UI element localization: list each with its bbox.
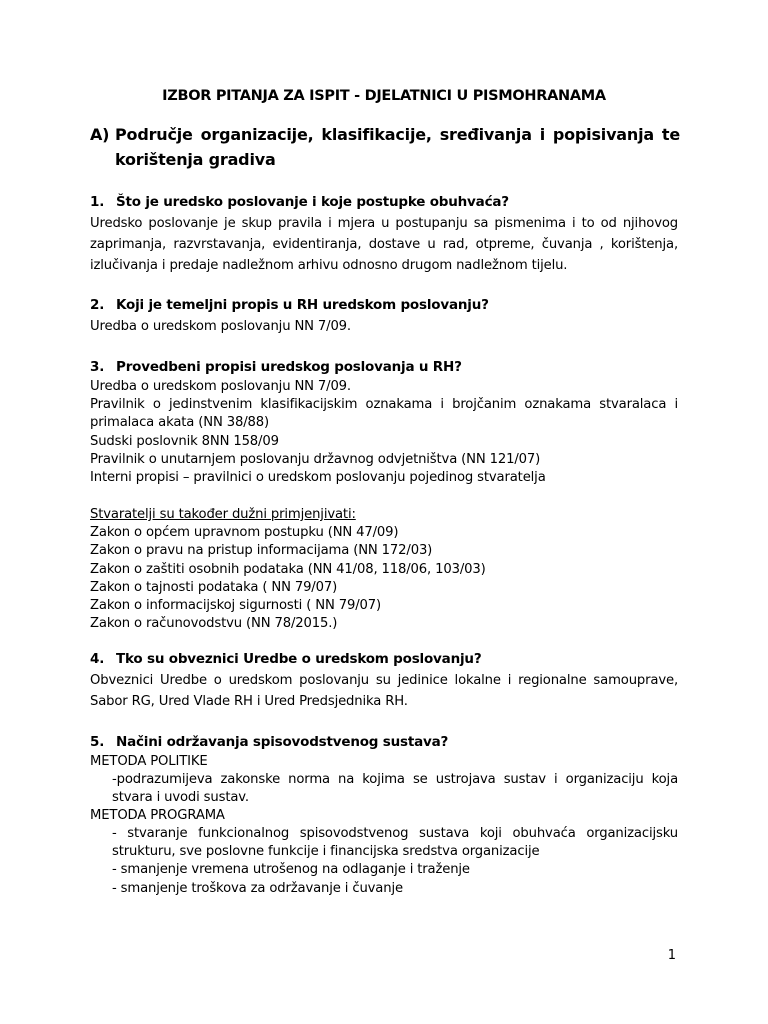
answer-paragraph: Obveznici Uredbe o uredskom poslovanju su jedinice lokalne i regionalne samouprave, Sabor RG, Ured Vlade RH i Ured Predsjednika RH. [90, 673, 678, 709]
document-title: IZBOR PITANJA ZA ISPIT - DJELATNICI U PISMOHRANAMA [162, 88, 606, 104]
question-heading [90, 297, 489, 313]
list-item: Pravilnik o jedinstvenim klasifikacijskim oznakama i brojčanim oznakama stvaralaca i primalaca akata (NN 38/88) [90, 397, 678, 431]
list-item: Zakon o informacijskoj sigurnosti ( NN 79/07) [90, 598, 381, 614]
question-text: Koji je temeljni propis u RH uredskom poslovanju? [116, 297, 489, 313]
list-item: Pravilnik o unutarnjem poslovanju državnog odvjetništva (NN 121/07) [90, 451, 541, 467]
question-number: 1. [90, 194, 105, 210]
method-heading [90, 753, 678, 771]
question-number: 2. [90, 297, 105, 313]
method-politike-text: -podrazumijeva zakonske norma na kojima se ustrojava sustav i organizaciju koja stvara i uvodi sustav. [112, 772, 678, 806]
list-item: - smanjenje troškova za održavanje i čuvanje [112, 880, 403, 896]
question-number: 5. [90, 734, 105, 750]
question-text: Tko su obveznici Uredbe o uredskom poslovanju? [116, 651, 482, 667]
question-number: 4. [90, 651, 105, 667]
method-programa-label: METODA PROGRAMA [90, 808, 225, 823]
question-heading [90, 651, 481, 667]
list-item: Interni propisi – pravilnici o uredskom poslovanju pojedinog stvaratelja [90, 470, 546, 486]
list-item: Zakon o tajnosti podataka ( NN 79/07) [90, 579, 338, 595]
list-item: Zakon o općem upravnom postupku (NN 47/09) [90, 525, 399, 541]
question-number: 3. [90, 359, 105, 375]
section-letter: A) [90, 125, 110, 144]
list-item: Sudski poslovnik 8NN 158/09 [90, 433, 279, 449]
question-text: Što je uredsko poslovanje i koje postupke obuhvaća? [116, 194, 509, 210]
list-item: Uredba o uredskom poslovanju NN 7/09. [90, 379, 351, 394]
question-heading [90, 194, 509, 210]
list-item: Zakon o pravu na pristup informacijama (NN 172/03) [90, 543, 433, 559]
list-item: Zakon o računovodstvu (NN 78/2015.) [90, 616, 338, 632]
question-text: Provedbeni propisi uredskog poslovanja u RH? [116, 359, 462, 375]
page-number: 1 [667, 948, 676, 963]
also-applicable-list [90, 506, 678, 633]
answer-paragraph: Uredba o uredskom poslovanju NN 7/09. [90, 319, 351, 334]
answer-paragraph: Uredsko poslovanje je skup pravila i mjera u postupanju sa pismenima i to od njihovog zaprimanja, razvrstavanja, evidentiranja, dostave u rad, otpreme, čuvanja , korištenja, izlučivanja i predaje nadležnom arhivu odnosno drugom nadležnom tijelu. [90, 216, 678, 273]
method-heading [90, 807, 678, 825]
question-heading [90, 734, 448, 750]
question-heading [90, 359, 462, 375]
list-item: - smanjenje vremena utrošenog na odlaganje i traženje [112, 862, 470, 878]
section-heading [90, 122, 680, 172]
question-text: Načini održavanja spisovodstvenog sustava? [116, 734, 449, 750]
subheading: Stvaratelji su također dužni primjenjivati: [90, 507, 356, 522]
section-text: Područje organizacije, klasifikacije, sređivanja i popisivanja te korištenja gradiva [115, 125, 680, 169]
method-politike-label: METODA POLITIKE [90, 754, 208, 769]
regulation-list [90, 378, 678, 487]
list-item: - stvaranje funkcionalnog spisovodstvenog sustava koji obuhvaća organizacijsku strukturu, sve poslovne funkcije i financijska sredstva organizacije [112, 826, 678, 860]
list-item: Zakon o zaštiti osobnih podataka (NN 41/08, 118/06, 103/03) [90, 561, 486, 577]
method-programa-list [112, 825, 678, 898]
